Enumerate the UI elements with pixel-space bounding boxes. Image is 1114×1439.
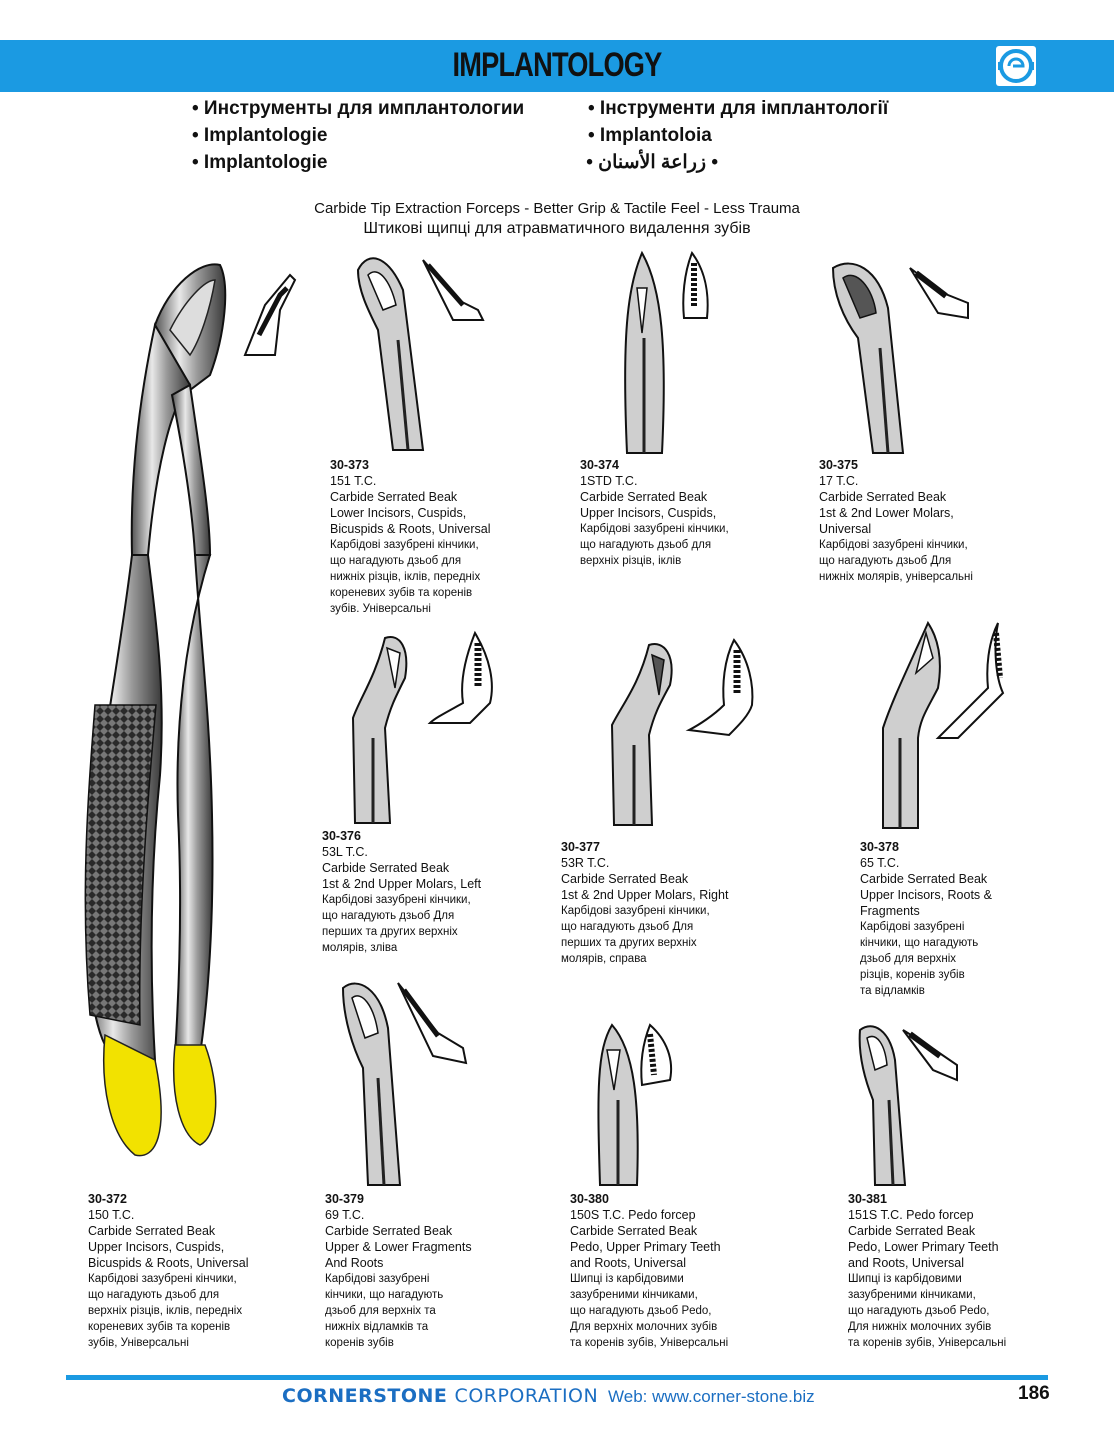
subtitle: Carbide Tip Extraction Forceps - Better Grip & Tactile Feel - Less Trauma xyxy=(314,200,800,217)
product-desc-uk: зазубреними кінчиками, xyxy=(848,1289,976,1301)
product-desc: Carbide Serrated Beak xyxy=(580,490,708,504)
product-desc: 1st & 2nd Lower Molars, xyxy=(819,506,954,520)
product-model: 150 T.C. xyxy=(88,1208,135,1222)
product-desc: Upper Incisors, Roots & xyxy=(860,888,992,902)
product-model: 53R T.C. xyxy=(561,856,610,870)
product-desc-uk: зазубреними кінчиками, xyxy=(570,1289,698,1301)
product-desc-uk: Карбідові зазубрені кінчики, xyxy=(322,894,471,906)
product-desc-uk: нижніх різців, іклів, передніх xyxy=(330,571,481,583)
product-desc-uk: дзьоб для верхніх та xyxy=(325,1305,436,1317)
product-desc: Carbide Serrated Beak xyxy=(330,490,458,504)
product-code: 30-380 xyxy=(570,1192,609,1206)
product-desc-uk: Карбідові зазубрені кінчики, xyxy=(561,905,710,917)
forceps-30-373-image xyxy=(348,250,498,450)
product-desc-uk: молярів, справа xyxy=(561,953,647,965)
product-30-373 xyxy=(330,457,490,617)
product-code: 30-381 xyxy=(848,1192,887,1206)
forceps-30-375-image xyxy=(828,258,978,453)
product-desc-uk: кінчики, що нагадують xyxy=(325,1289,444,1301)
product-30-379 xyxy=(325,1191,472,1351)
product-code: 30-375 xyxy=(819,458,858,472)
product-desc-uk: що нагадують дзьоб Pedo, xyxy=(848,1305,990,1317)
language-item: • Implantologie xyxy=(192,152,328,173)
product-desc: Upper Incisors, Cuspids, xyxy=(88,1240,225,1254)
product-desc-uk: зубів, Універсальні xyxy=(88,1337,189,1349)
product-code: 30-372 xyxy=(88,1192,127,1206)
forceps-30-378-image xyxy=(878,618,1028,828)
product-desc-uk: перших та других верхніх xyxy=(561,937,697,949)
product-desc: Carbide Serrated Beak xyxy=(561,872,689,886)
product-model: 69 T.C. xyxy=(325,1208,365,1222)
product-30-381 xyxy=(848,1191,1006,1351)
product-desc-uk: нижніх молярів, універсальні xyxy=(819,571,973,583)
product-code: 30-379 xyxy=(325,1192,364,1206)
product-desc-uk: що нагадують дзьоб Pedo, xyxy=(570,1305,712,1317)
product-desc-uk: Для нижніх молочних зубів xyxy=(848,1321,992,1333)
product-desc-uk: кінчики, що нагадують xyxy=(860,937,979,949)
product-code: 30-374 xyxy=(580,458,619,472)
product-desc: Pedo, Upper Primary Teeth xyxy=(570,1240,721,1254)
product-model: 1STD T.C. xyxy=(580,474,638,488)
product-desc-uk: Шипці із карбідовими xyxy=(570,1273,684,1285)
page-title: IMPLANTOLOGY xyxy=(452,46,662,84)
product-desc: Carbide Serrated Beak xyxy=(570,1224,698,1238)
product-desc: Bicuspids & Roots, Universal xyxy=(330,522,491,536)
product-desc-uk: що нагадують дзьоб для xyxy=(580,539,712,551)
product-desc-uk: та коренів зубів, Універсальні xyxy=(570,1337,729,1349)
product-desc: Pedo, Lower Primary Teeth xyxy=(848,1240,999,1254)
website-link[interactable]: Web: www.corner-stone.biz xyxy=(608,1387,815,1406)
product-desc-uk: різців, коренів зубів xyxy=(860,969,965,981)
product-desc-uk: Шипці із карбідовими xyxy=(848,1273,962,1285)
product-desc: Upper Incisors, Cuspids, xyxy=(580,506,717,520)
product-desc-uk: Для верхніх молочних зубів xyxy=(570,1321,718,1333)
product-desc-uk: зубів. Універсальні xyxy=(330,603,431,615)
product-desc: Carbide Serrated Beak xyxy=(88,1224,216,1238)
product-model: 151 T.C. xyxy=(330,474,377,488)
product-desc-uk: Карбідові зазубрені кінчики, xyxy=(819,539,968,551)
language-item: • Інструменти для імплантології xyxy=(588,98,889,119)
product-desc: 1st & 2nd Upper Molars, Right xyxy=(561,888,729,902)
product-desc: Carbide Serrated Beak xyxy=(860,872,988,886)
header-banner xyxy=(0,40,1114,92)
product-code: 30-377 xyxy=(561,840,600,854)
product-desc-uk: Карбідові зазубрені кінчики, xyxy=(330,539,479,551)
forceps-30-381-image xyxy=(855,1020,965,1185)
product-desc: Lower Incisors, Cuspids, xyxy=(330,506,467,520)
product-desc-uk: що нагадують дзьоб Для xyxy=(819,555,952,567)
product-desc: Fragments xyxy=(860,904,920,918)
product-30-380 xyxy=(570,1191,728,1351)
product-desc: Bicuspids & Roots, Universal xyxy=(88,1256,249,1270)
forceps-30-377-image xyxy=(604,635,764,825)
forceps-30-376-image xyxy=(345,628,510,823)
product-model: 150S T.C. Pedo forcep xyxy=(570,1208,696,1222)
product-30-377 xyxy=(561,839,728,967)
language-item: • زراعة الأسنان • xyxy=(586,152,718,173)
product-desc: Carbide Serrated Beak xyxy=(325,1224,453,1238)
product-30-378 xyxy=(860,839,992,999)
language-list-right xyxy=(588,95,888,176)
product-desc-uk: перших та других верхніх xyxy=(322,926,458,938)
product-desc-uk: що нагадують дзьоб Для xyxy=(322,910,455,922)
language-list-left xyxy=(192,95,524,176)
product-30-374 xyxy=(580,457,729,569)
brand-regular: CORPORATION xyxy=(454,1385,599,1407)
product-desc-uk: дзьоб для верхніх xyxy=(860,953,957,965)
product-desc-uk: що нагадують дзьоб для xyxy=(88,1289,220,1301)
product-code: 30-373 xyxy=(330,458,369,472)
product-desc: Carbide Serrated Beak xyxy=(819,490,947,504)
product-desc: Universal xyxy=(819,522,872,536)
product-desc-uk: Карбідові зазубрені xyxy=(325,1273,430,1285)
forceps-30-379-image xyxy=(338,978,478,1185)
product-model: 17 T.C. xyxy=(819,474,859,488)
language-item: • Implantologie xyxy=(192,125,328,146)
product-desc: Carbide Serrated Beak xyxy=(848,1224,976,1238)
forceps-30-374-image xyxy=(612,248,722,453)
language-item: • Инструменты для имплантологии xyxy=(192,98,525,119)
product-desc-uk: коренів зубів xyxy=(325,1337,394,1349)
language-item: • Implantoloia xyxy=(588,125,712,146)
product-desc-uk: Карбідові зазубрені кінчики, xyxy=(580,523,729,535)
product-desc: And Roots xyxy=(325,1256,384,1270)
product-desc-uk: що нагадують дзьоб для xyxy=(330,555,462,567)
product-30-375 xyxy=(819,457,973,585)
product-desc: Upper & Lower Fragments xyxy=(325,1240,472,1254)
product-desc-uk: молярів, зліва xyxy=(322,942,398,954)
product-model: 53L T.C. xyxy=(322,845,368,859)
product-desc-uk: верхніх різців, іклів, передніх xyxy=(88,1305,243,1317)
product-desc-uk: та коренів зубів, Універсальні xyxy=(848,1337,1007,1349)
subtitle-uk: Штикові щипці для атравматичного видалення зубів xyxy=(363,220,751,237)
forceps-large-image xyxy=(60,255,260,1185)
product-code: 30-378 xyxy=(860,840,899,854)
product-desc-uk: нижніх відламків та xyxy=(325,1321,429,1333)
product-desc-uk: Карбідові зазубрені кінчики, xyxy=(88,1273,237,1285)
product-model: 151S T.C. Pedo forcep xyxy=(848,1208,974,1222)
page-number: 186 xyxy=(1018,1383,1050,1404)
product-desc-uk: що нагадують дзьоб Для xyxy=(561,921,694,933)
brand-bold: CORNERSTONE xyxy=(282,1385,448,1407)
product-desc-uk: кореневих зубів та коренів xyxy=(330,587,473,599)
brand-name xyxy=(282,1385,598,1407)
product-model: 65 T.C. xyxy=(860,856,900,870)
product-desc: and Roots, Universal xyxy=(848,1256,965,1270)
product-desc-uk: верхніх різців, іклів xyxy=(580,555,682,567)
product-code: 30-376 xyxy=(322,829,361,843)
product-desc: Carbide Serrated Beak xyxy=(322,861,450,875)
product-30-372 xyxy=(88,1191,248,1351)
product-desc: 1st & 2nd Upper Molars, Left xyxy=(322,877,482,891)
product-desc: and Roots, Universal xyxy=(570,1256,687,1270)
product-desc-uk: кореневих зубів та коренів xyxy=(88,1321,231,1333)
footer-divider xyxy=(66,1375,1048,1380)
cornerstone-logo-icon xyxy=(996,46,1036,86)
forceps-30-380-image xyxy=(592,1020,687,1185)
product-30-376 xyxy=(322,828,481,956)
product-desc-uk: Карбідові зазубрені xyxy=(860,921,965,933)
product-desc-uk: та відламків xyxy=(860,985,925,997)
